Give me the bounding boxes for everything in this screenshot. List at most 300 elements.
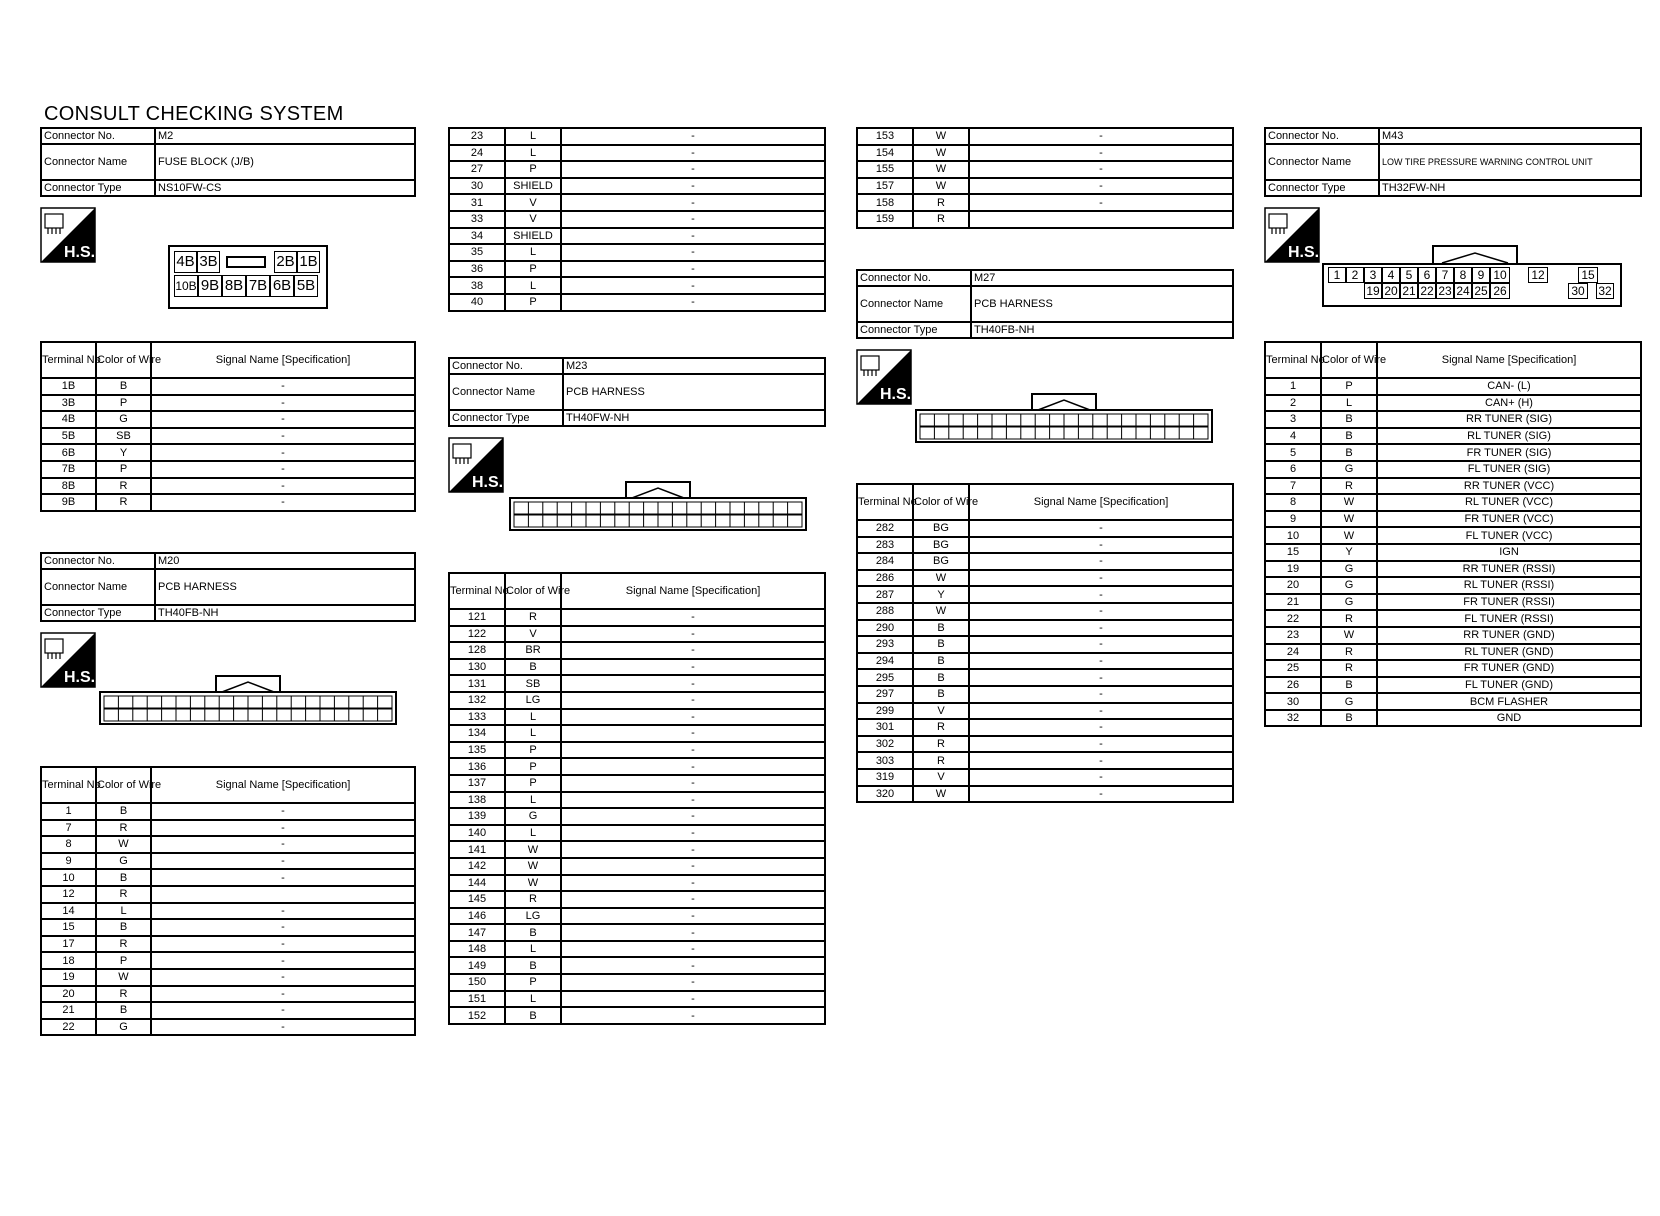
- signal-name-cell: CAN+ (H): [1377, 395, 1641, 412]
- signal-name-cell: -: [561, 808, 825, 825]
- color-of-wire-header: Color of Wire: [505, 573, 561, 609]
- wire-color-cell: R: [96, 886, 151, 903]
- signal-name-cell: -: [969, 537, 1233, 554]
- table-row: [449, 161, 825, 178]
- table-row: [449, 742, 825, 759]
- terminal-no-cell: 17: [41, 936, 96, 953]
- signal-name-cell: -: [151, 444, 415, 461]
- m2-terminal-table: [40, 341, 416, 512]
- wire-color-cell: G: [1321, 461, 1377, 478]
- wire-color-cell: L: [1321, 395, 1377, 412]
- signal-name-cell: -: [561, 659, 825, 676]
- wire-color-cell: W: [96, 969, 151, 986]
- table-row: [41, 378, 415, 395]
- signal-name-cell: -: [969, 686, 1233, 703]
- signal-name-cell: IGN: [1377, 544, 1641, 561]
- table-row: [449, 758, 825, 775]
- terminal-no-cell: 5B: [41, 428, 96, 445]
- signal-name-cell: -: [561, 1007, 825, 1024]
- signal-name-cell: -: [969, 769, 1233, 786]
- terminal-no-cell: 18: [41, 952, 96, 969]
- table-row: [857, 603, 1233, 620]
- wire-color-cell: R: [96, 936, 151, 953]
- signal-name-cell: -: [561, 626, 825, 643]
- wire-color-cell: L: [505, 825, 561, 842]
- connector-no-label: Connector No.: [857, 270, 971, 286]
- terminal-no-cell: 9: [1265, 511, 1321, 528]
- m20-connector-type: TH40FB-NH: [155, 605, 415, 621]
- hs-icon: [40, 207, 96, 263]
- wire-color-cell: BG: [913, 553, 969, 570]
- terminal-no-cell: 24: [1265, 644, 1321, 661]
- terminal-no-cell: 1: [1265, 378, 1321, 395]
- wire-color-cell: B: [96, 378, 151, 395]
- terminal-no-cell: 5: [1265, 444, 1321, 461]
- wire-color-cell: W: [913, 570, 969, 587]
- wire-color-cell: W: [1321, 494, 1377, 511]
- m43-pin: 15: [1578, 267, 1598, 283]
- wire-color-cell: P: [505, 261, 561, 278]
- terminal-no-cell: 27: [449, 161, 505, 178]
- m43-pin: 10: [1490, 267, 1510, 283]
- m2-pin: 6B: [270, 275, 294, 297]
- wire-color-cell: B: [913, 636, 969, 653]
- signal-name-cell: FR TUNER (SIG): [1377, 444, 1641, 461]
- m43-pin: 23: [1436, 283, 1454, 299]
- terminal-no-cell: 8: [41, 836, 96, 853]
- terminal-no-cell: 9B: [41, 494, 96, 511]
- hs-icon: [448, 437, 504, 493]
- terminal-no-cell: 121: [449, 609, 505, 626]
- wire-color-cell: R: [913, 752, 969, 769]
- table-row: [1265, 428, 1641, 445]
- wire-color-cell: P: [1321, 378, 1377, 395]
- signal-name-cell: -: [561, 244, 825, 261]
- m2-pin: 3B: [197, 251, 220, 273]
- table-row: [1265, 494, 1641, 511]
- signal-name-cell: -: [561, 908, 825, 925]
- table-row: [449, 891, 825, 908]
- table-row: [41, 886, 415, 903]
- wire-color-cell: B: [505, 1007, 561, 1024]
- color-of-wire-header: Color of Wire: [913, 484, 969, 520]
- table-row: [449, 211, 825, 228]
- terminal-no-cell: 12: [41, 886, 96, 903]
- table-row: [449, 792, 825, 809]
- terminal-no-cell: 6B: [41, 444, 96, 461]
- wire-color-cell: B: [1321, 411, 1377, 428]
- signal-name-cell: -: [561, 294, 825, 311]
- table-row: [41, 444, 415, 461]
- terminal-no-cell: 7: [41, 820, 96, 837]
- table-row: [41, 820, 415, 837]
- m20-terminal-table-continued: [448, 127, 826, 312]
- signal-name-cell: -: [969, 719, 1233, 736]
- terminal-no-cell: 138: [449, 792, 505, 809]
- signal-name-cell: -: [969, 669, 1233, 686]
- signal-name-cell: -: [151, 836, 415, 853]
- wire-color-cell: B: [1321, 428, 1377, 445]
- terminal-no-cell: 15: [41, 919, 96, 936]
- terminal-no-cell: 301: [857, 719, 913, 736]
- signal-name-cell: FR TUNER (GND): [1377, 660, 1641, 677]
- connector-type-label: Connector Type: [1265, 180, 1379, 196]
- table-row: [41, 411, 415, 428]
- table-row: [857, 537, 1233, 554]
- connector-type-label: Connector Type: [41, 605, 155, 621]
- signal-name-cell: -: [561, 991, 825, 1008]
- wire-color-cell: SHIELD: [505, 178, 561, 195]
- m43-pin: 32: [1596, 283, 1614, 299]
- terminal-no-cell: 33: [449, 211, 505, 228]
- terminal-no-cell: 153: [857, 128, 913, 145]
- terminal-no-cell: 14: [41, 903, 96, 920]
- m2-connector-face: [168, 245, 328, 309]
- table-row: [449, 941, 825, 958]
- m43-pin: 6: [1418, 267, 1436, 283]
- terminal-no-cell: 24: [449, 145, 505, 162]
- terminal-no-cell: 137: [449, 775, 505, 792]
- wire-color-cell: B: [505, 957, 561, 974]
- table-row: [1265, 395, 1641, 412]
- terminal-no-cell: 140: [449, 825, 505, 842]
- signal-name-cell: -: [561, 261, 825, 278]
- terminal-no-cell: 145: [449, 891, 505, 908]
- wire-color-cell: G: [1321, 594, 1377, 611]
- signal-name-cell: -: [151, 820, 415, 837]
- m27-pin-grid: [920, 414, 1208, 439]
- table-row: [1265, 527, 1641, 544]
- connector-no-label: Connector No.: [41, 553, 155, 569]
- signal-name-cell: GND: [1377, 710, 1641, 727]
- wire-color-cell: W: [96, 836, 151, 853]
- m2-connector-no: M2: [155, 128, 415, 144]
- table-row: [449, 294, 825, 311]
- terminal-no-cell: 320: [857, 786, 913, 803]
- wire-color-cell: P: [96, 952, 151, 969]
- connector-name-label: Connector Name: [1265, 144, 1379, 180]
- terminal-no-cell: 299: [857, 703, 913, 720]
- m2-pin: 9B: [198, 275, 222, 297]
- color-of-wire-header: Color of Wire: [96, 767, 151, 803]
- signal-name-cell: -: [151, 1019, 415, 1036]
- signal-name-cell: FL TUNER (SIG): [1377, 461, 1641, 478]
- signal-name-cell: -: [561, 924, 825, 941]
- wire-color-cell: B: [913, 620, 969, 637]
- signal-name-cell: -: [561, 228, 825, 245]
- table-row: [41, 836, 415, 853]
- table-row: [1265, 710, 1641, 727]
- table-row: [857, 570, 1233, 587]
- wire-color-cell: L: [505, 244, 561, 261]
- terminal-no-cell: 26: [1265, 677, 1321, 694]
- wire-color-cell: R: [96, 478, 151, 495]
- m43-pin: 9: [1472, 267, 1490, 283]
- wire-color-cell: R: [913, 719, 969, 736]
- wire-color-cell: R: [1321, 610, 1377, 627]
- table-row: [41, 952, 415, 969]
- terminal-no-cell: 302: [857, 736, 913, 753]
- signal-name-cell: -: [561, 709, 825, 726]
- signal-name-cell: RL TUNER (GND): [1377, 644, 1641, 661]
- m43-pin: 19: [1364, 283, 1382, 299]
- signal-name-header: Signal Name [Specification]: [561, 573, 825, 609]
- terminal-no-header: Terminal No.: [449, 573, 505, 609]
- table-row: [449, 194, 825, 211]
- table-row: [449, 626, 825, 643]
- signal-name-cell: -: [969, 653, 1233, 670]
- connector-name-label: Connector Name: [41, 569, 155, 605]
- m43-pin: 1: [1328, 267, 1346, 283]
- terminal-no-cell: 130: [449, 659, 505, 676]
- wire-color-cell: LG: [505, 908, 561, 925]
- wire-color-cell: SB: [96, 428, 151, 445]
- signal-name-cell: -: [151, 869, 415, 886]
- signal-name-cell: -: [969, 570, 1233, 587]
- m43-pin: 22: [1418, 283, 1436, 299]
- table-row: [1265, 444, 1641, 461]
- wire-color-cell: W: [913, 128, 969, 145]
- signal-name-cell: -: [151, 969, 415, 986]
- signal-name-cell: -: [561, 725, 825, 742]
- terminal-no-cell: 297: [857, 686, 913, 703]
- signal-name-cell: -: [151, 428, 415, 445]
- m43-pin: 30: [1568, 283, 1588, 299]
- table-row: [41, 1019, 415, 1036]
- terminal-no-cell: 293: [857, 636, 913, 653]
- m43-pin: 20: [1382, 283, 1400, 299]
- wire-color-cell: B: [1321, 710, 1377, 727]
- wire-color-cell: R: [1321, 644, 1377, 661]
- m20-connector-name: PCB HARNESS: [155, 569, 415, 605]
- wire-color-cell: L: [505, 709, 561, 726]
- signal-name-cell: -: [561, 277, 825, 294]
- m20-terminal-table: [40, 766, 416, 1036]
- table-row: [1265, 461, 1641, 478]
- table-row: [857, 636, 1233, 653]
- m2-header-table: [40, 127, 416, 197]
- terminal-no-cell: 1: [41, 803, 96, 820]
- wire-color-cell: B: [1321, 677, 1377, 694]
- terminal-no-cell: 15: [1265, 544, 1321, 561]
- table-row: [449, 1007, 825, 1024]
- wire-color-cell: B: [96, 803, 151, 820]
- signal-name-cell: -: [561, 675, 825, 692]
- wire-color-cell: G: [1321, 693, 1377, 710]
- table-row: [1265, 594, 1641, 611]
- terminal-no-cell: 34: [449, 228, 505, 245]
- m27-connector-no: M27: [971, 270, 1233, 286]
- terminal-no-cell: 122: [449, 626, 505, 643]
- table-row: [449, 858, 825, 875]
- wire-color-cell: G: [96, 1019, 151, 1036]
- m43-pin: 21: [1400, 283, 1418, 299]
- wire-color-cell: W: [505, 858, 561, 875]
- signal-name-cell: CAN- (L): [1377, 378, 1641, 395]
- wire-color-cell: P: [96, 395, 151, 412]
- wire-color-cell: P: [505, 294, 561, 311]
- m2-pin: 4B: [174, 251, 197, 273]
- signal-name-cell: -: [151, 903, 415, 920]
- m2-pin: 8B: [222, 275, 246, 297]
- wire-color-cell: L: [505, 145, 561, 162]
- wire-color-cell: B: [96, 869, 151, 886]
- terminal-no-cell: 10: [41, 869, 96, 886]
- signal-name-cell: -: [561, 161, 825, 178]
- terminal-no-cell: 32: [1265, 710, 1321, 727]
- m27-terminal-table: [856, 483, 1234, 803]
- m20-connector-no: M20: [155, 553, 415, 569]
- m2-pin: 2B: [274, 251, 297, 273]
- terminal-no-header: Terminal No.: [857, 484, 913, 520]
- m23-header-table: [448, 357, 826, 427]
- wire-color-cell: W: [505, 841, 561, 858]
- signal-name-cell: -: [561, 692, 825, 709]
- wire-color-cell: W: [1321, 627, 1377, 644]
- table-row: [41, 986, 415, 1003]
- wire-color-cell: LG: [505, 692, 561, 709]
- signal-name-cell: -: [151, 378, 415, 395]
- wire-color-cell: L: [96, 903, 151, 920]
- m43-pin: 4: [1382, 267, 1400, 283]
- hs-icon: [40, 632, 96, 688]
- m23-terminal-table: [448, 572, 826, 1025]
- table-row: [1265, 677, 1641, 694]
- terminal-no-cell: 21: [41, 1002, 96, 1019]
- connector-name-label: Connector Name: [449, 374, 563, 410]
- signal-name-cell: -: [969, 194, 1233, 211]
- signal-name-cell: -: [561, 609, 825, 626]
- table-row: [41, 969, 415, 986]
- signal-name-cell: -: [561, 974, 825, 991]
- table-row: [857, 686, 1233, 703]
- m20-connector-face: [98, 674, 398, 726]
- signal-name-cell: FR TUNER (RSSI): [1377, 594, 1641, 611]
- table-row: [41, 803, 415, 820]
- terminal-no-cell: 159: [857, 211, 913, 228]
- signal-name-cell: -: [561, 891, 825, 908]
- wire-color-cell: Y: [913, 586, 969, 603]
- signal-name-cell: -: [561, 941, 825, 958]
- terminal-no-cell: 141: [449, 841, 505, 858]
- wire-color-cell: B: [913, 653, 969, 670]
- signal-name-cell: -: [561, 178, 825, 195]
- wire-color-cell: V: [913, 769, 969, 786]
- terminal-no-cell: 284: [857, 553, 913, 570]
- signal-name-cell: -: [969, 703, 1233, 720]
- terminal-no-cell: 31: [449, 194, 505, 211]
- signal-name-header: Signal Name [Specification]: [969, 484, 1233, 520]
- table-row: [857, 520, 1233, 537]
- connector-type-label: Connector Type: [41, 180, 155, 196]
- terminal-no-cell: 133: [449, 709, 505, 726]
- color-of-wire-header: Color of Wire: [1321, 342, 1377, 378]
- terminal-no-cell: 131: [449, 675, 505, 692]
- terminal-no-cell: 3B: [41, 395, 96, 412]
- table-row: [449, 128, 825, 145]
- wire-color-cell: L: [505, 941, 561, 958]
- wire-color-cell: G: [505, 808, 561, 825]
- wire-color-cell: G: [1321, 577, 1377, 594]
- wire-color-cell: W: [913, 603, 969, 620]
- wire-color-cell: R: [1321, 660, 1377, 677]
- terminal-no-cell: 158: [857, 194, 913, 211]
- terminal-no-cell: 20: [1265, 577, 1321, 594]
- table-row: [41, 936, 415, 953]
- terminal-no-cell: 149: [449, 957, 505, 974]
- wire-color-cell: P: [505, 742, 561, 759]
- wire-color-cell: B: [505, 659, 561, 676]
- m23-connector-no: M23: [563, 358, 825, 374]
- terminal-no-cell: 157: [857, 178, 913, 195]
- wire-color-cell: P: [505, 758, 561, 775]
- terminal-no-cell: 7B: [41, 461, 96, 478]
- table-row: [449, 642, 825, 659]
- m2-pin: 1B: [297, 251, 320, 273]
- wire-color-cell: R: [505, 891, 561, 908]
- signal-name-cell: -: [561, 775, 825, 792]
- table-row: [449, 957, 825, 974]
- m2-pin: 5B: [294, 275, 318, 297]
- terminal-no-cell: 19: [41, 969, 96, 986]
- terminal-no-cell: 287: [857, 586, 913, 603]
- terminal-no-cell: 21: [1265, 594, 1321, 611]
- connector-name-label: Connector Name: [41, 144, 155, 180]
- signal-name-cell: -: [151, 936, 415, 953]
- m23-connector-type: TH40FW-NH: [563, 410, 825, 426]
- signal-name-cell: RR TUNER (GND): [1377, 627, 1641, 644]
- terminal-no-cell: 36: [449, 261, 505, 278]
- wire-color-cell: R: [96, 986, 151, 1003]
- m43-pin: 2: [1346, 267, 1364, 283]
- signal-name-cell: -: [969, 786, 1233, 803]
- signal-name-cell: -: [561, 145, 825, 162]
- terminal-no-cell: 9: [41, 853, 96, 870]
- table-row: [1265, 561, 1641, 578]
- table-row: [857, 719, 1233, 736]
- signal-name-cell: -: [151, 853, 415, 870]
- signal-name-cell: -: [561, 742, 825, 759]
- terminal-no-cell: 286: [857, 570, 913, 587]
- signal-name-cell: RL TUNER (VCC): [1377, 494, 1641, 511]
- hs-label: H.S.: [880, 386, 912, 403]
- terminal-no-cell: 282: [857, 520, 913, 537]
- table-row: [857, 769, 1233, 786]
- m43-connector-type: TH32FW-NH: [1379, 180, 1641, 196]
- table-row: [449, 974, 825, 991]
- wire-color-cell: B: [505, 924, 561, 941]
- wire-color-cell: W: [913, 178, 969, 195]
- signal-name-cell: -: [969, 603, 1233, 620]
- signal-name-cell: -: [561, 858, 825, 875]
- table-row: [449, 609, 825, 626]
- terminal-no-cell: 155: [857, 161, 913, 178]
- terminal-no-cell: 22: [41, 1019, 96, 1036]
- table-row: [857, 620, 1233, 637]
- wire-color-cell: R: [96, 820, 151, 837]
- table-row: [449, 875, 825, 892]
- signal-name-cell: RR TUNER (SIG): [1377, 411, 1641, 428]
- signal-name-cell: -: [561, 758, 825, 775]
- table-row: [857, 161, 1233, 178]
- table-row: [449, 675, 825, 692]
- signal-name-cell: -: [969, 161, 1233, 178]
- table-row: [1265, 478, 1641, 495]
- wire-color-cell: P: [96, 461, 151, 478]
- signal-name-cell: -: [561, 194, 825, 211]
- terminal-no-cell: 283: [857, 537, 913, 554]
- signal-name-cell: BCM FLASHER: [1377, 693, 1641, 710]
